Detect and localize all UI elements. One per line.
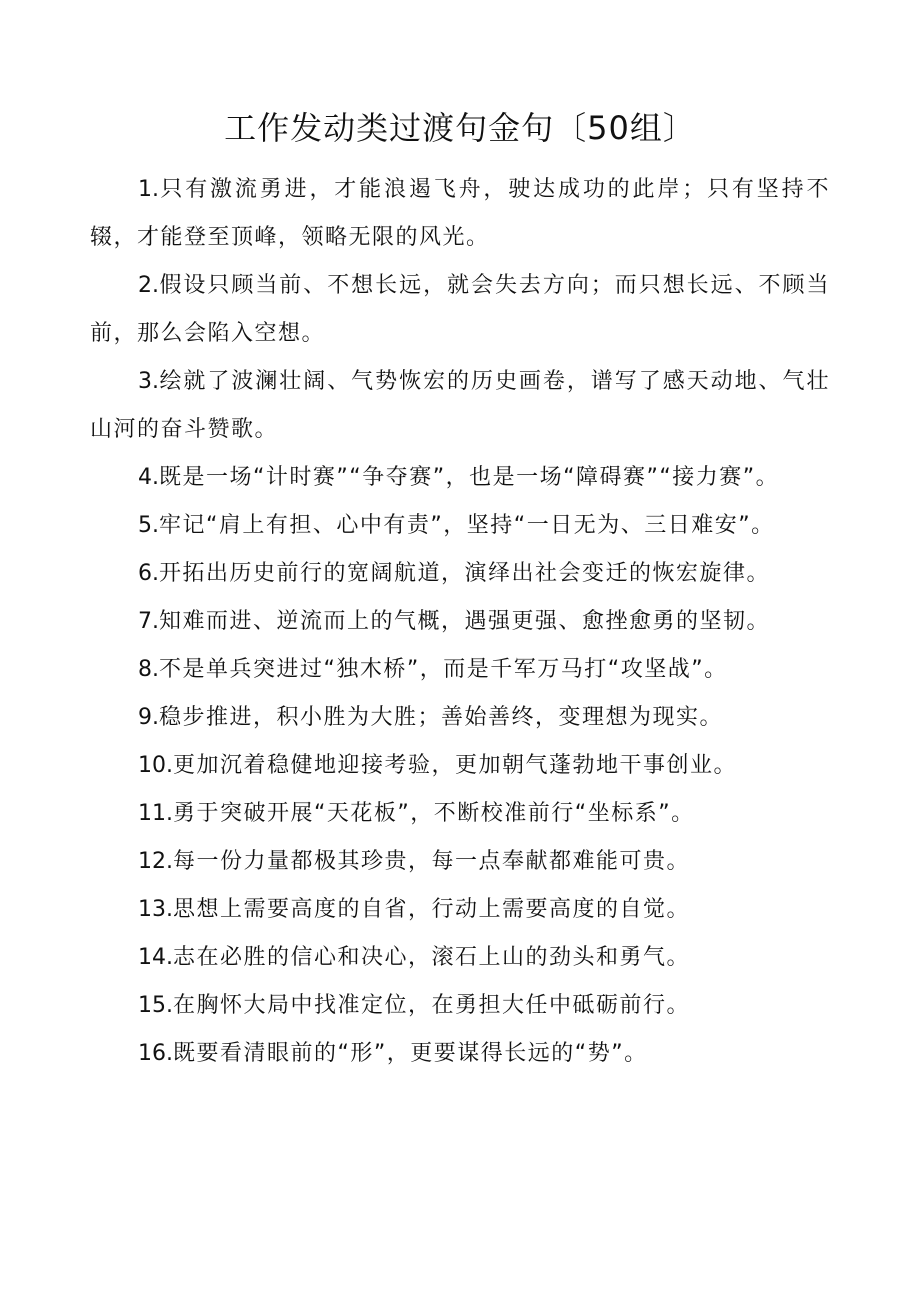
item-text: 每一份力量都极其珍贵，每一点奉献都难能可贵。 (173, 849, 691, 874)
item-number: 14. (138, 945, 173, 970)
item-text: 在胸怀大局中找准定位，在勇担大任中砥砺前行。 (173, 993, 691, 1018)
item-text: 牢记“肩上有担、心中有责”，坚持“一日无为、三日难安”。 (159, 513, 775, 538)
list-item (90, 982, 830, 1030)
item-number: 10. (138, 753, 173, 778)
item-text: 不是单兵突进过“独木桥”，而是千军万马打“攻坚战”。 (159, 657, 728, 682)
item-number: 11. (138, 801, 173, 826)
list-item (90, 934, 830, 982)
item-number: 1. (138, 177, 159, 202)
page-title: 工作发动类过渡句金句〔50组〕 (224, 109, 696, 147)
item-text: 假设只顾当前、不想长远，就会失去方向；而只想长远、不顾当前，那么会陷入空想。 (90, 273, 830, 346)
item-number: 7. (138, 609, 159, 634)
list-item (90, 790, 830, 838)
item-number: 5. (138, 513, 159, 538)
item-number: 6. (138, 561, 159, 586)
list-item (90, 886, 830, 934)
item-text: 既是一场“计时赛”“争夺赛”，也是一场“障碍赛”“接力赛”。 (159, 465, 780, 490)
item-text: 开拓出历史前行的宽阔航道，演绎出社会变迁的恢宏旋律。 (159, 561, 771, 586)
item-text: 绘就了波澜壮阔、气势恢宏的历史画卷，谱写了感天动地、气壮山河的奋斗赞歌。 (90, 369, 830, 442)
item-number: 13. (138, 897, 173, 922)
list-item (90, 358, 830, 454)
item-number: 2. (138, 273, 159, 298)
list-item (90, 646, 830, 694)
list-item (90, 262, 830, 358)
list-item (90, 502, 830, 550)
list-item (90, 838, 830, 886)
item-number: 9. (138, 705, 159, 730)
item-number: 3. (138, 369, 159, 394)
list-item (90, 742, 830, 790)
item-text: 知难而进、逆流而上的气概，遇强更强、愈挫愈勇的坚韧。 (159, 609, 771, 634)
quote-list (90, 166, 830, 1078)
item-number: 15. (138, 993, 173, 1018)
list-item (90, 454, 830, 502)
list-item (90, 1030, 830, 1078)
item-text: 稳步推进，积小胜为大胜；善始善终，变理想为现实。 (159, 705, 724, 730)
list-item (90, 166, 830, 262)
list-item (90, 550, 830, 598)
item-text: 既要看清眼前的“形”，更要谋得长远的“势”。 (173, 1041, 648, 1066)
item-number: 4. (138, 465, 159, 490)
item-text: 勇于突破开展“天花板”，不断校准前行“坐标系”。 (173, 801, 695, 826)
item-text: 只有激流勇进，才能浪遏飞舟，驶达成功的此岸；只有坚持不辍，才能登至顶峰，领略无限的风光。 (90, 177, 830, 250)
item-number: 16. (138, 1041, 173, 1066)
item-number: 12. (138, 849, 173, 874)
list-item (90, 694, 830, 742)
item-text: 更加沉着稳健地迎接考验，更加朝气蓬勃地干事创业。 (173, 753, 738, 778)
item-number: 8. (138, 657, 159, 682)
list-item (90, 598, 830, 646)
item-text: 志在必胜的信心和决心，滚石上山的劲头和勇气。 (173, 945, 691, 970)
item-text: 思想上需要高度的自省，行动上需要高度的自觉。 (173, 897, 691, 922)
